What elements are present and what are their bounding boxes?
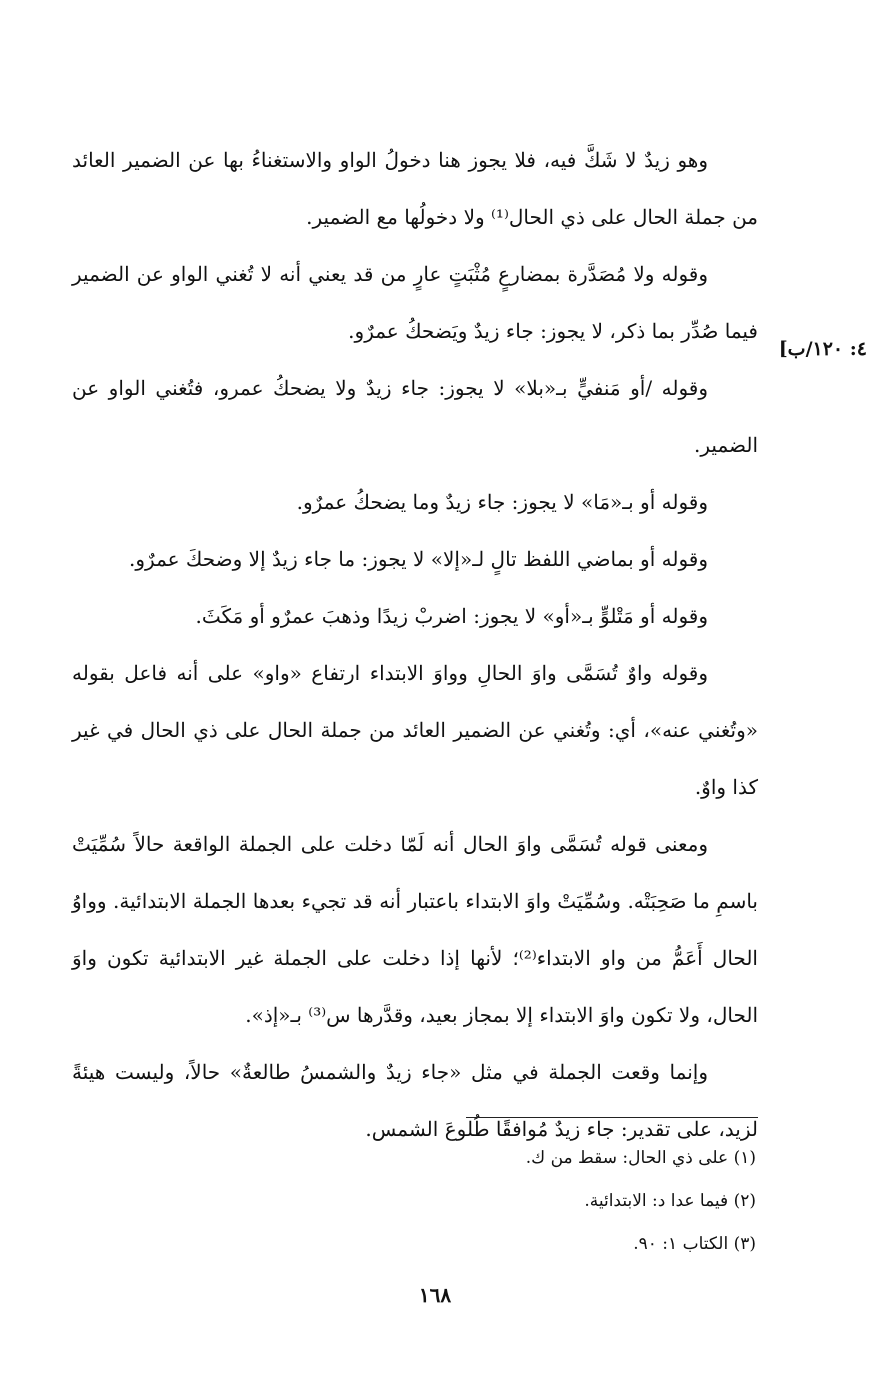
footnote-1: (١) على ذي الحال: سقط من ك. (525, 1148, 756, 1168)
footnote-separator (466, 1117, 758, 1118)
paragraph-6: وقوله أو مَتْلوٍّ بـ«أو» لا يجوز: اضربْ زيدًا وذهبَ عمرٌو أو مَكَثَ. (195, 604, 708, 628)
paragraph-3: وقوله /أو مَنفيٍّ بـ«بلا» لا يجوز: جاء زيدٌ ولا يضحكُ عمرو، فتُغني الواو عن الضمير. (72, 376, 758, 457)
page-number: ١٦٨ (418, 1283, 452, 1307)
body-text (72, 132, 758, 1158)
paragraph-5: وقوله أو بماضي اللفظ تالٍ لـ«إلا» لا يجوز: ما جاء زيدٌ إلا وضحكَ عمرٌو. (129, 547, 708, 571)
paragraph-8: ومعنى قوله تُسَمَّى واوَ الحال أنه لَمّا دخلت على الجملة الواقعة حالاً سُمِّيَتْ باسمِ ما صَحِبَتْه. وسُمِّيَتْ واوَ الابتداء باعتبار أنه قد تجيء بعدها الجملة الابتدائية. وواوُ الحال أَعَمُّ من واو الابتداء⁽²⁾؛ لأنها إذا دخلت على الجملة غير الابتدائية تكون واوَ الحال، ولا تكون واوَ الابتداء إلا بمجاز بعيد، وقدَّرها س⁽³⁾ بـ«إذ». (72, 832, 758, 1027)
margin-folio-note: ٤: ١٢٠/ب] (778, 338, 867, 360)
footnotes (320, 1137, 756, 1266)
paragraph-1: وهو زيدٌ لا شَكَّ فيه، فلا يجوز هنا دخولُ الواو والاستغناءُ بها عن الضمير العائد من جملة الحال على ذي الحال⁽¹⁾ ولا دخولُها مع الضمير. (72, 148, 758, 229)
paragraph-7: وقوله واوٌ تُسَمَّى واوَ الحالِ وواوَ الابتداء ارتفاع «واو» على أنه فاعل بقوله «وتُغني عنه»، أي: وتُغني عن الضمير العائد من جملة الحال على ذي الحال في غير كذا واوٌ. (72, 661, 758, 799)
paragraph-9: وإنما وقعت الجملة في مثل «جاء زيدٌ والشمسُ طالعةٌ» حالاً، وليست هيئةً لزيد، على تقدير: جاء زيدٌ مُوافقًا طُلوعَ الشمس. (72, 1060, 758, 1141)
paragraph-4: وقوله أو بـ«مَا» لا يجوز: جاء زيدٌ وما يضحكُ عمرٌو. (296, 490, 708, 514)
paragraph-2: وقوله ولا مُصَدَّرة بمضارعٍ مُثْبَتٍ عارٍ من قد يعني أنه لا تُغني الواو عن الضمير فيما صُدِّر بما ذكر، لا يجوز: جاء زيدٌ ويَضحكُ عمرٌو. (72, 262, 758, 343)
footnote-3: (٣) الكتاب ١: ٩٠. (633, 1234, 756, 1254)
footnote-2: (٢) فيما عدا د: الابتدائية. (584, 1191, 756, 1211)
